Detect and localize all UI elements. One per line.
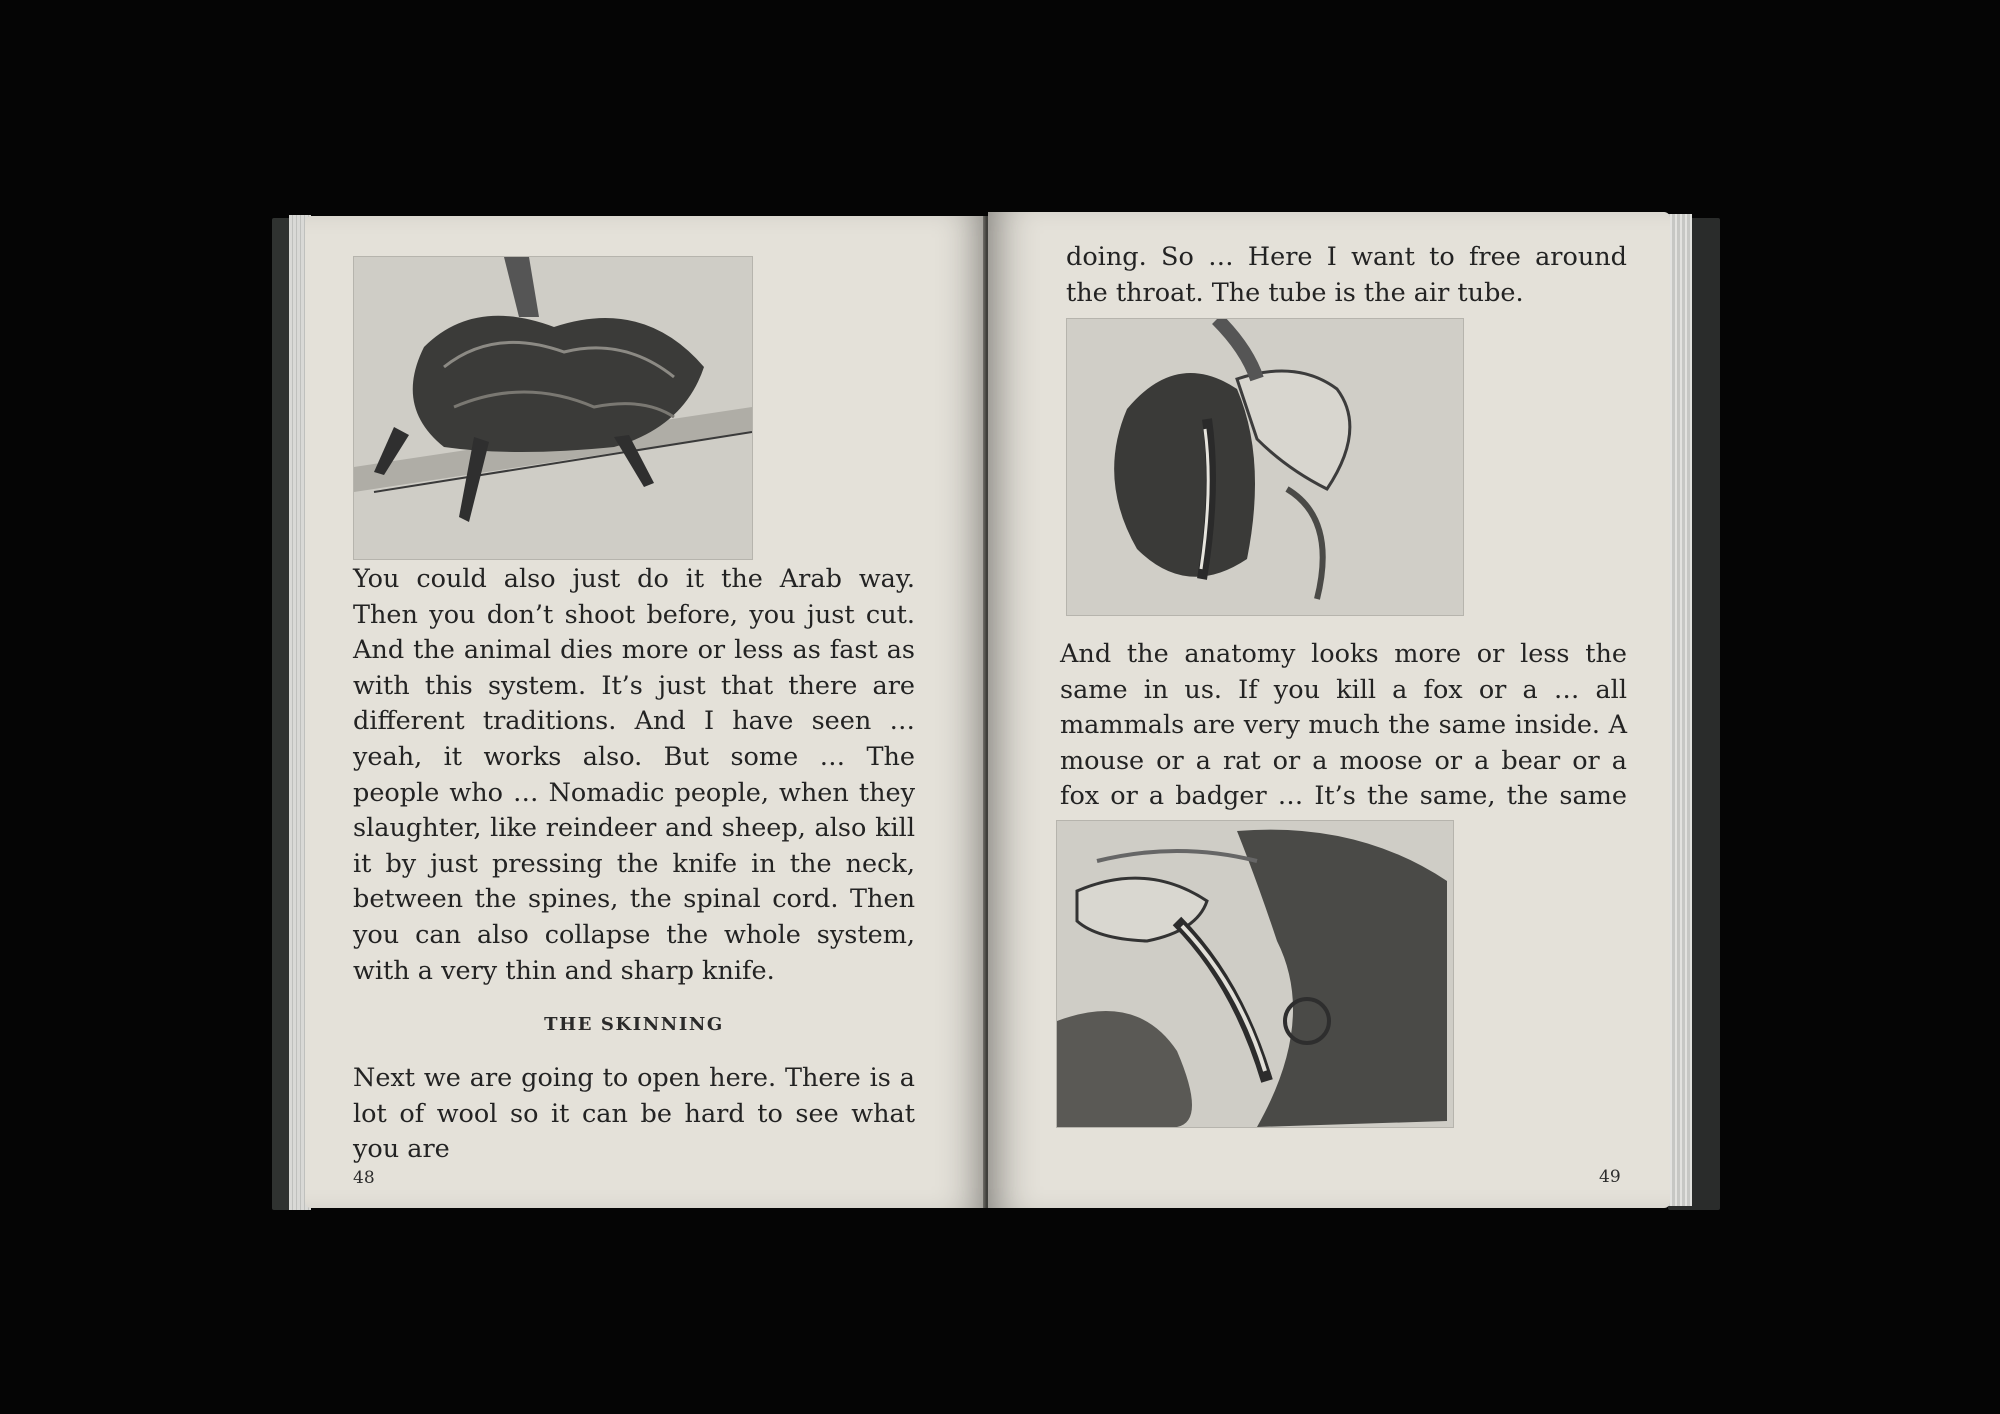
right-paragraph-2-text: And the anatomy looks more or less the same in us. If you kill a fox or a … all mammals are very much the same inside. A mouse or a rat or a moose or a bear or a fox or a badger … It’s the same, the same	[1060, 639, 1627, 812]
left-paragraph-2	[353, 1061, 915, 1168]
hands-skinning-illustration	[1056, 820, 1454, 1128]
right-paragraph-1	[1066, 240, 1627, 311]
sheep-on-table-illustration	[353, 256, 753, 560]
page-number-right: 49	[1599, 1167, 1621, 1187]
left-page	[305, 216, 987, 1208]
left-paragraph-2-text: Next we are going to open here. There is a lot of wool so it can be hard to see what you are	[353, 1063, 915, 1165]
right-paragraph-1-text: doing. So … Here I want to free around the throat. The tube is the air tube.	[1066, 242, 1627, 308]
right-paragraph-2	[1060, 637, 1627, 851]
section-heading: THE SKINNING	[544, 1014, 724, 1035]
throat-dissection-illustration	[1066, 318, 1464, 616]
left-paragraph-1-text: You could also just do it the Arab way. Then you don’t shoot before, you just cut. And the animal dies more or less as fast as with this system. It’s just that there are different traditions. And I have seen … yeah, it works also. But some … The people who … Nomadic people, when they slaughter, like reindeer and sheep, also kill it by just pressing the knife in the neck, between the spines, the spinal cord. Then you can also collapse the whole system, with a very thin and sharp knife.	[353, 564, 915, 986]
right-page	[988, 212, 1670, 1208]
page-number-left: 48	[353, 1168, 375, 1188]
left-paragraph-1	[353, 562, 915, 989]
